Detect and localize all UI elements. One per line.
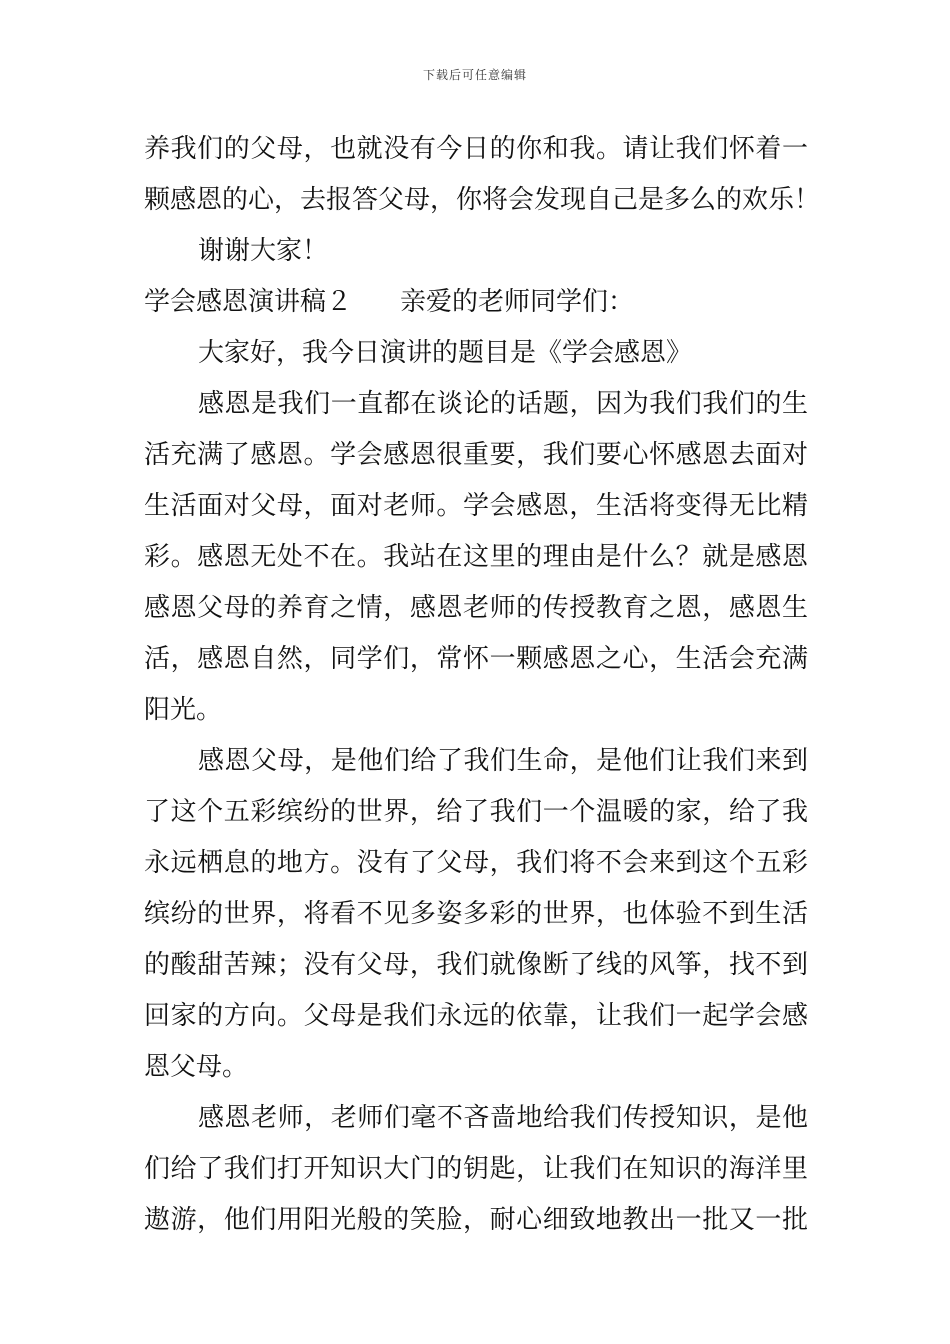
text-line: 感恩是我们一直都在谈论的话题，因为我们我们的生 [198,389,808,419]
text-line: 活充满了感恩。学会感恩很重要，我们要心怀感恩去面对 [144,440,808,470]
text-line: 的酸甜苦辣；没有父母，我们就像断了线的风筝，找不到 [144,950,808,980]
text-line: 感恩父母，是他们给了我们生命，是他们让我们来到 [198,746,808,776]
text-line: 回家的方向。父母是我们永远的依靠，让我们一起学会感 [144,1001,808,1031]
text-line: 大家好，我今日演讲的题目是《学会感恩》 [198,338,693,368]
section-title: 学会感恩演讲稿２ [144,287,353,317]
text-line: 生活面对父母，面对老师。学会感恩，生活将变得无比精 [144,491,808,521]
text-line: 阳光。 [144,695,223,725]
text-line: 彩。感恩无处不在。我站在这里的理由是什么？就是感恩 [144,542,808,572]
paragraph [144,328,808,379]
text-line: 感恩老师，老师们毫不吝啬地给我们传授知识，是他 [198,1103,808,1133]
page-header: 下载后可任意编辑 [422,68,527,82]
text-line: 活，感恩自然，同学们，常怀一颗感恩之心，生活会充满 [144,644,808,674]
paragraph [144,124,821,226]
paragraph [144,226,808,277]
salutation: 亲爱的老师同学们： [400,287,635,317]
document-body [144,124,821,1246]
text-line: 遨游，他们用阳光般的笑脸，耐心细致地教出一批又一批 [144,1205,808,1235]
paragraph [144,736,808,1093]
text-line: 颗感恩的心，去报答父母，你将会发现自己是多么的欢乐！ [144,185,821,215]
text-line: 缤纷的世界，将看不见多姿多彩的世界，也体验不到生活 [144,899,808,929]
paragraph [144,1093,808,1246]
section-heading [144,277,808,328]
text-line: 谢谢大家！ [198,236,329,266]
text-line: 恩父母。 [144,1052,249,1082]
text-line: 们给了我们打开知识大门的钥匙，让我们在知识的海洋里 [144,1154,808,1184]
paragraph [144,379,808,736]
text-line: 养我们的父母，也就没有今日的你和我。请让我们怀着一 [144,134,808,164]
text-line: 永远栖息的地方。没有了父母，我们将不会来到这个五彩 [144,848,808,878]
text-line: 感恩父母的养育之情，感恩老师的传授教育之恩，感恩生 [144,593,808,623]
text-line: 了这个五彩缤纷的世界，给了我们一个温暖的家，给了我 [144,797,808,827]
